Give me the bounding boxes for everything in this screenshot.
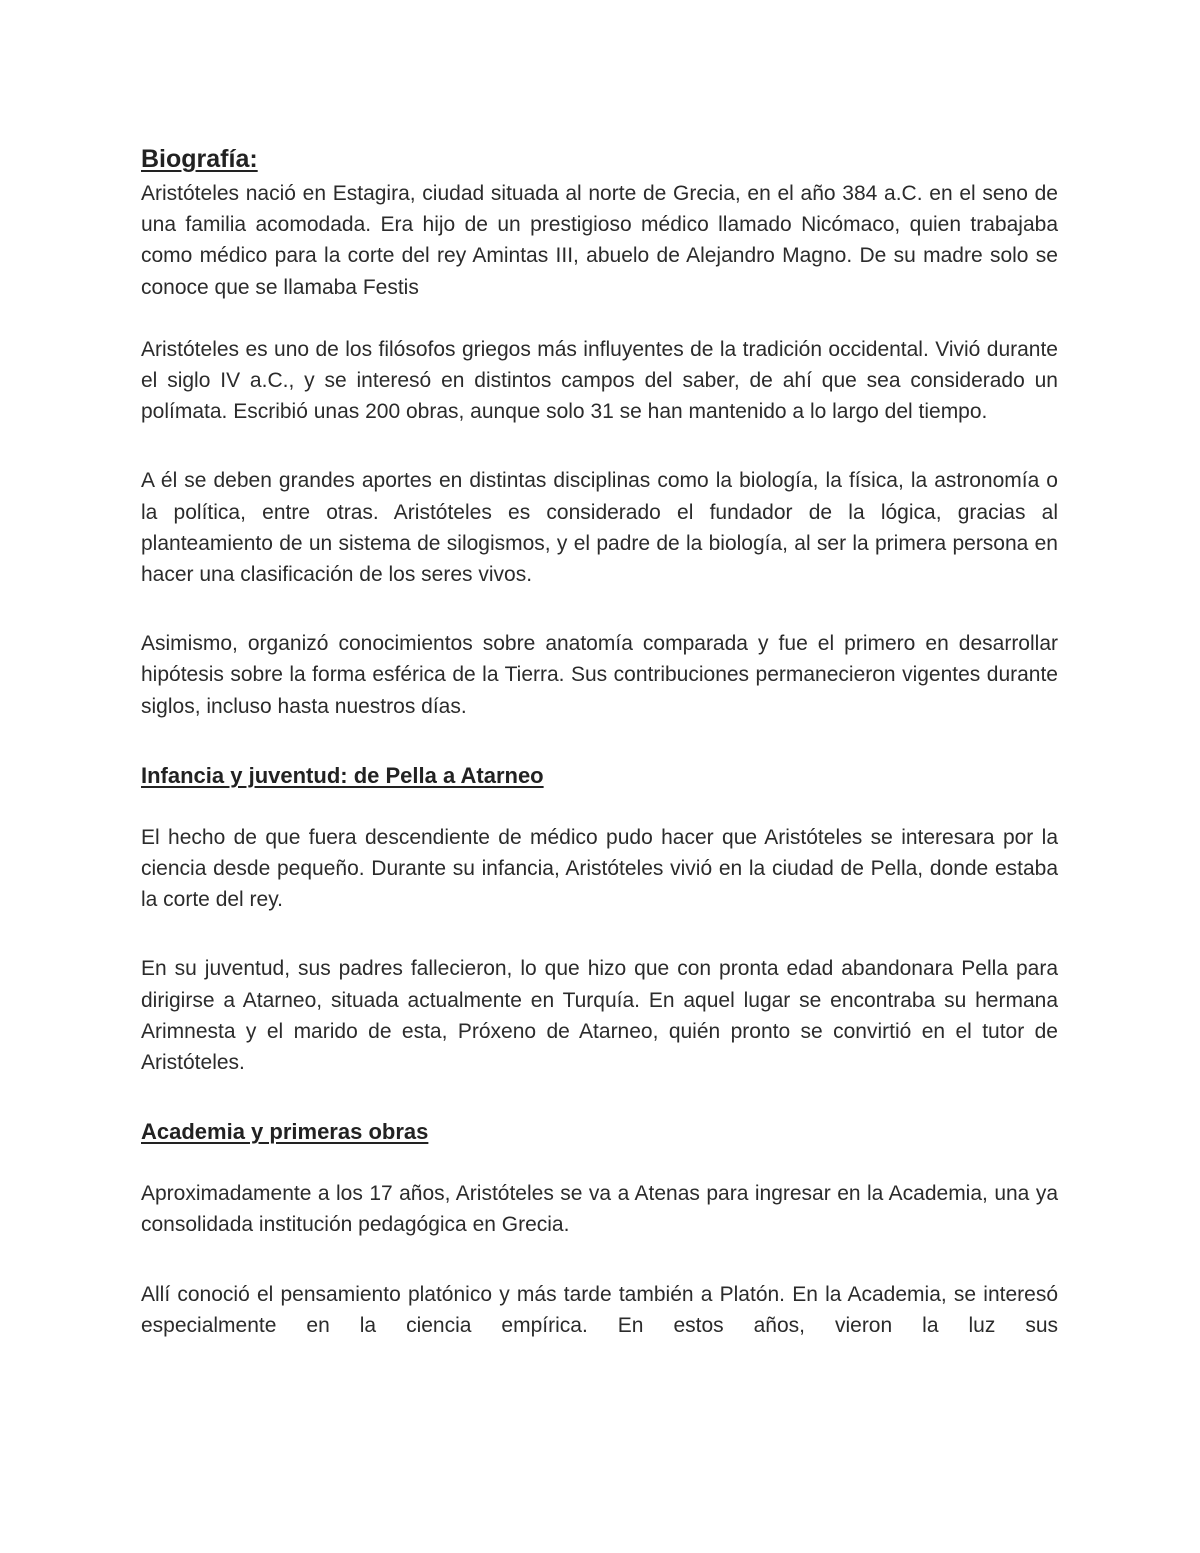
paragraph: Aristóteles es uno de los filósofos griegos más influyentes de la tradición occidental. Vivió durante el siglo IV a.C., y se interesó en distintos campos del saber, de ahí que sea considerado un polímata. Escribió unas 200 obras, aunque solo 31 se han mantenido a lo largo del tiempo.	[141, 337, 1058, 424]
section-heading: Infancia y juventud: de Pella a Atarneo	[141, 762, 544, 788]
paragraph: Allí conoció el pensamiento platónico y más tarde también a Platón. En la Academia, se interesó especialmente en la ciencia empírica. En estos años, vieron la luz sus	[141, 1282, 1058, 1337]
paragraph: El hecho de que fuera descendiente de médico pudo hacer que Aristóteles se interesara por la ciencia desde pequeño. Durante su infancia, Aristóteles vivió en la ciudad de Pella, donde estaba la corte del rey.	[141, 825, 1058, 912]
section-heading: Academia y primeras obras	[141, 1119, 429, 1145]
paragraph: Asimismo, organizó conocimientos sobre anatomía comparada y fue el primero en desarrollar hipótesis sobre la forma esférica de la Tierra. Sus contribuciones permanecieron vigentes durante siglos, incluso hasta nuestros días.	[141, 632, 1058, 718]
paragraph: En su juventud, sus padres fallecieron, lo que hizo que con pronta edad abandonara Pella para dirigirse a Atarneo, situada actualmente en Turquía. En aquel lugar se encontraba su hermana Arimnesta y el marido de esta, Próxeno de Atarneo, quién pronto se convirtió en el tutor de Aristóteles.	[141, 957, 1058, 1075]
document-page	[141, 140, 1058, 1341]
page-title: Biografía:	[141, 145, 258, 173]
paragraph: Aproximadamente a los 17 años, Aristóteles se va a Atenas para ingresar en la Academia, una ya consolidada institución pedagógica en Grecia.	[141, 1182, 1058, 1237]
paragraph: Aristóteles nació en Estagira, ciudad situada al norte de Grecia, en el año 384 a.C. en el seno de una familia acomodada. Era hijo de un prestigioso médico llamado Nicómaco, quien trabajaba como médico para la corte del rey Amintas III, abuelo de Alejandro Magno. De su madre solo se conoce que se llamaba Festis	[141, 182, 1058, 299]
paragraph: A él se deben grandes aportes en distintas disciplinas como la biología, la física, la astronomía o la política, entre otras. Aristóteles es considerado el fundador de la lógica, gracias al planteamiento de un sistema de silogismos, y el padre de la biología, al ser la primera persona en hacer una clasificación de los seres vivos.	[141, 469, 1058, 587]
